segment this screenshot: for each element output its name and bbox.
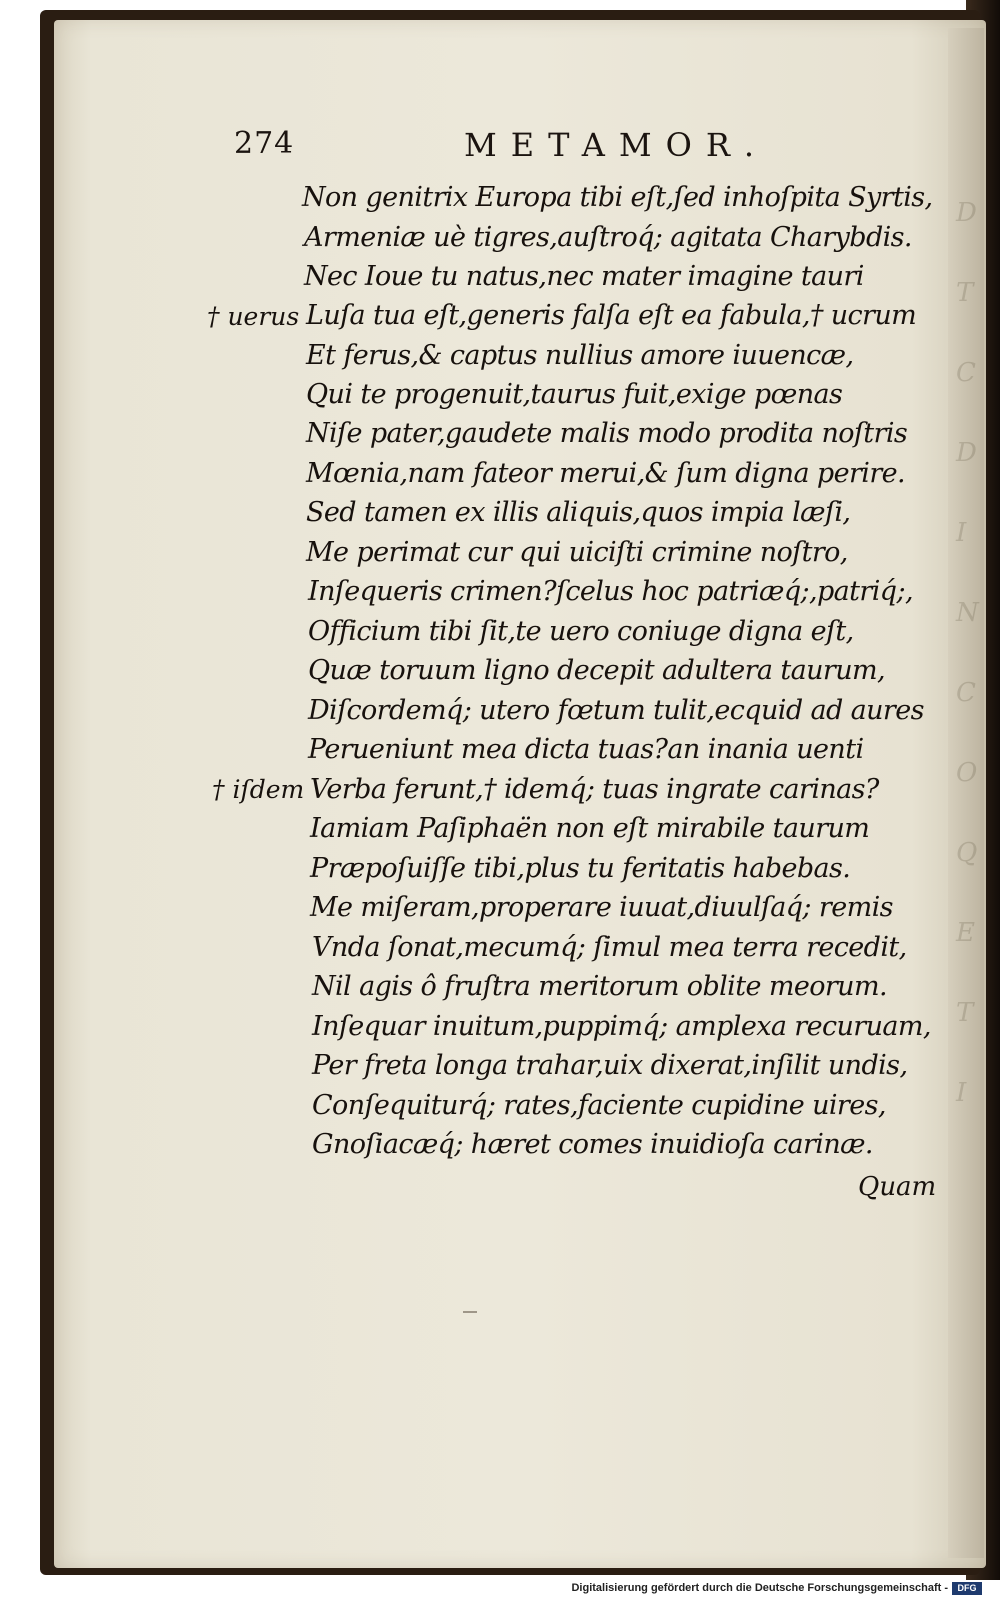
verse-line: Perueniunt mea dicta tuas?an inania uenti	[308, 734, 864, 765]
verse-line: Armeniæ uè tigres,auſtroq́; agitata Charybdis.	[304, 222, 912, 253]
verse-line: Nec Ioue tu natus,nec mater imagine tauri	[304, 261, 864, 292]
verse-line: Quæ toruum ligno decepit adultera taurum,	[308, 655, 885, 686]
footer-credit: Digitalisierung gefördert durch die Deutsche Forschungsgemeinschaft -	[571, 1582, 948, 1594]
ghost-letter: T	[956, 278, 974, 308]
ghost-letter: C	[956, 678, 976, 708]
verse-line: Me miſeram,properare iuuat,diuulſaq́; remis	[310, 892, 893, 923]
page-number: 274	[234, 126, 295, 161]
catchword: Quam	[858, 1172, 937, 1202]
ghost-letter: I	[956, 1078, 967, 1108]
dfg-logo: DFG	[952, 1582, 982, 1595]
ghost-letter: T	[956, 998, 974, 1028]
verse-line: Me perimat cur qui uiciſti crimine noſtro,	[306, 537, 848, 568]
verse-line: Conſequiturq́; rates,faciente cupidine uires,	[312, 1090, 886, 1121]
marginal-note: † uerus	[207, 302, 300, 331]
verse-line: Per freta longa trahar,uix dixerat,inſilit undis,	[312, 1050, 908, 1081]
running-head: METAMOR.	[464, 126, 769, 164]
ink-mark	[463, 1311, 477, 1313]
ghost-letter: Q	[956, 838, 978, 868]
verse-line: Sed tamen ex illis aliquis,quos impia læſi,	[306, 497, 851, 528]
verse-line: Præpoſuiſſe tibi,plus tu feritatis habebas.	[310, 853, 851, 884]
verse-line: Iamiam Paſiphaën non eſt mirabile taurum	[310, 813, 870, 844]
verse-line: Inſequeris crimen?ſcelus hoc patriæq́;,patriq́;,	[308, 576, 913, 607]
ghost-letter: N	[956, 598, 979, 628]
marginal-note: † iſdem	[212, 775, 305, 804]
ghost-letter: D	[956, 198, 977, 228]
verse-line: Mœnia,nam fateor merui,& ſum digna perire.	[306, 458, 906, 489]
verse-line: Gnoſiacæq́; hæret comes inuidioſa carinæ.	[312, 1129, 873, 1160]
verse-line: Verba ferunt,† idemq́; tuas ingrate carinas?	[310, 774, 879, 805]
ghost-letter: E	[956, 918, 975, 948]
verse-line: Officium tibi ſit,te uero coniuge digna eſt,	[308, 616, 854, 647]
ghost-letter: I	[956, 518, 967, 548]
ghost-letter: C	[956, 358, 976, 388]
verse-line: Inſequar inuitum,puppimq́; amplexa recuruam,	[312, 1011, 931, 1042]
ghost-letter: O	[956, 758, 978, 788]
verse-line: Non genitrix Europa tibi eſt,ſed inhoſpita Syrtis,	[302, 182, 933, 213]
verse-line: Qui te progenuit,taurus fuit,exige pœnas	[306, 379, 843, 410]
verse-line: Et ferus,& captus nullius amore iuuencæ,	[306, 340, 854, 371]
verse-line: Vnda ſonat,mecumq́; ſimul mea terra recedit,	[312, 932, 907, 963]
verse-line: Diſcordemq́; utero fœtum tulit,ecquid ad aures	[308, 695, 924, 726]
verse-line: Niſe pater,gaudete malis modo prodita noſtris	[306, 418, 908, 449]
verse-line: Nil agis ô fruſtra meritorum oblite meorum.	[312, 971, 887, 1002]
ghost-letter: D	[956, 438, 977, 468]
verse-line: Luſa tua eſt,generis falſa eſt ea fabula,† ucrum	[306, 300, 917, 331]
